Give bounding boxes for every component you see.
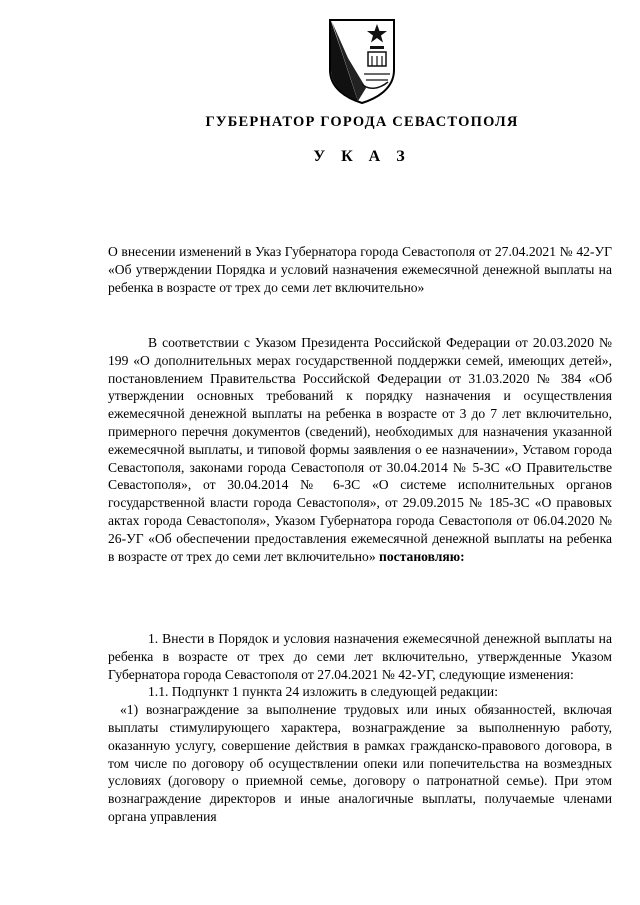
amendment-items (108, 630, 612, 826)
document-type: У К А З (313, 148, 411, 165)
list-item: 1.1. Подпункт 1 пункта 24 изложить в следующей редакции: (148, 684, 498, 700)
preamble (108, 334, 612, 565)
document-subject: О внесении изменений в Указ Губернатора города Севастополя от 27.04.2021 № 42-УГ «Об утверждении Порядка и условий назначения ежемесячной денежной выплаты на ребенка в возрасте от трех до семи лет включительно» (108, 244, 612, 295)
preamble-text: В соответствии с Указом Президента Российской Федерации от 20.03.2020 № 199 «О дополнительных мерах государственной поддержки семей, имеющих детей», постановлением Правительства Российской Федерации от 31.03.2020 № 384 «Об утверждении основных требований к порядку назначения и осуществления ежемесячной денежной выплаты на ребенка в возрасте от 3 до 7 лет включительно, примерного перечня документов (сведений), необходимых для назначения указанной ежемесячной выплаты, и типовой формы заявления о ее назначении», Уставом города Севастополя, законами города Севастополя от 30.04.2014 № 5-ЗС «О Правительстве Севастополя», от 30.04.2014 № 6-ЗС «О системе исполнительных органов государственной власти города Севастополя», от 29.09.2015 № 185-ЗС «О правовых актах города Севастополя», Указом Губернатора города Севастополя от 06.04.2020 № 26-УГ «Об обеспечении предоставления ежемесячной денежной выплаты на ребенка в возрасте от трех до семи лет включительно» (108, 335, 612, 564)
resolution-word: постановляю: (379, 548, 465, 564)
list-item: «1) вознаграждение за выполнение трудовых или иных обязанностей, включая выплаты стимулирующего характера, вознаграждение за выполненную работу, оказанную услугу, совершение действия в рамках гражданско-правового договора, в том числе по договору об осуществлении опеки или попечительства на возмездных условиях (договору о приемной семье, договору о патронатной семье). При этом вознаграждение директоров и иные аналогичные выплаты, получаемые членами органа управления (108, 702, 612, 824)
issuing-authority: ГУБЕРНАТОР ГОРОДА СЕВАСТОПОЛЯ (205, 114, 519, 130)
coat-of-arms-emblem (328, 18, 396, 104)
list-item: 1. Внести в Порядок и условия назначения ежемесячной денежной выплаты на ребенка в возрасте от трех до семи лет включительно, утвержденные Указом Губернатора города Севастополя от 27.04.2021 № 42-УГ, следующие изменения: (108, 631, 612, 682)
